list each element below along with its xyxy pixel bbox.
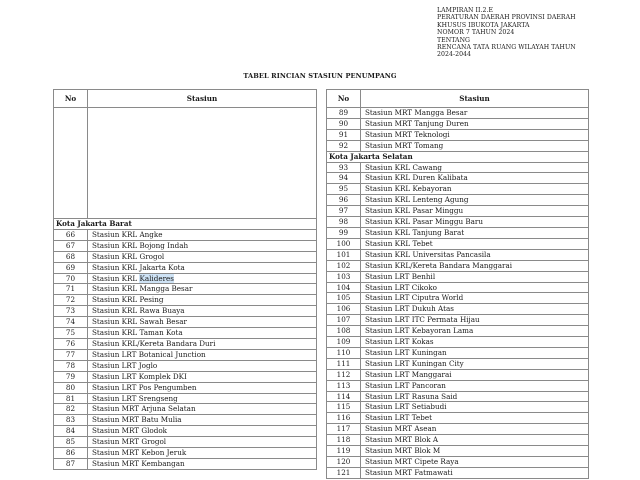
table-row xyxy=(327,413,589,424)
header-line: PERATURAN DAERAH PROVINSI DAERAH xyxy=(437,14,576,22)
row-number: 84 xyxy=(54,426,88,437)
station-name: Stasiun KRL Jakarta Kota xyxy=(88,262,317,273)
row-number: 90 xyxy=(327,118,361,129)
station-name: Stasiun KRL Kebayoran xyxy=(361,184,589,195)
station-name: Stasiun KRL Angke xyxy=(88,229,317,240)
station-name: Stasiun LRT Tebet xyxy=(361,413,589,424)
row-number: 76 xyxy=(54,338,88,349)
station-name: Stasiun MRT Batu Mulia xyxy=(88,415,317,426)
station-name: Stasiun KRL Bojong Indah xyxy=(88,240,317,251)
table-row xyxy=(54,262,317,273)
row-number: 116 xyxy=(327,413,361,424)
table-row xyxy=(54,251,317,262)
selected-text-highlight[interactable]: Kalideres xyxy=(139,273,174,283)
table-row xyxy=(327,129,589,140)
table-row xyxy=(54,382,317,393)
row-number: 120 xyxy=(327,457,361,468)
station-name-prefix: Stasiun KRL xyxy=(92,273,140,283)
table-row xyxy=(54,426,317,437)
column-header-no: No xyxy=(327,90,361,108)
station-name: Stasiun MRT Mangga Besar xyxy=(361,108,589,119)
row-number: 93 xyxy=(327,162,361,173)
station-name: Stasiun KRL Universitas Pancasila xyxy=(361,249,589,260)
table-row xyxy=(54,295,317,306)
region-row xyxy=(54,219,317,230)
row-number: 68 xyxy=(54,251,88,262)
table-row xyxy=(54,458,317,469)
station-table-left xyxy=(53,89,317,470)
table-row xyxy=(327,108,589,119)
station-name: Stasiun MRT Fatmawati xyxy=(361,467,589,478)
table-row xyxy=(327,282,589,293)
table-row xyxy=(54,229,317,240)
station-name: Stasiun LRT Joglo xyxy=(88,360,317,371)
station-name: Stasiun MRT Tomang xyxy=(361,140,589,151)
table-row xyxy=(327,293,589,304)
station-name: Stasiun MRT Teknologi xyxy=(361,129,589,140)
station-name: Stasiun LRT Kuningan City xyxy=(361,358,589,369)
row-number: 78 xyxy=(54,360,88,371)
station-name: Stasiun KRL Tanjung Barat xyxy=(361,227,589,238)
row-number: 106 xyxy=(327,304,361,315)
station-name: Stasiun LRT Rasuna Said xyxy=(361,391,589,402)
table-row xyxy=(327,467,589,478)
row-number: 96 xyxy=(327,195,361,206)
table-row xyxy=(327,347,589,358)
table-row xyxy=(327,457,589,468)
table-row xyxy=(54,371,317,382)
station-name: Stasiun MRT Kebon Jeruk xyxy=(88,448,317,459)
station-table-right xyxy=(326,89,589,479)
station-name: Stasiun KRL Tebet xyxy=(361,238,589,249)
station-name: Stasiun MRT Kembangan xyxy=(88,458,317,469)
table-row xyxy=(54,448,317,459)
station-name: Stasiun LRT Dukuh Atas xyxy=(361,304,589,315)
row-number: 75 xyxy=(54,328,88,339)
station-name: Stasiun KRL Grogol xyxy=(88,251,317,262)
row-number: 85 xyxy=(54,437,88,448)
row-number: 118 xyxy=(327,435,361,446)
table-row xyxy=(327,184,589,195)
row-number: 66 xyxy=(54,229,88,240)
station-name: Stasiun LRT Cikoko xyxy=(361,282,589,293)
station-name: Stasiun KRL Mangga Besar xyxy=(88,284,317,295)
row-number: 94 xyxy=(327,173,361,184)
station-name: Stasiun LRT Manggarai xyxy=(361,369,589,380)
header-line: KHUSUS IBUKOTA JAKARTA xyxy=(437,21,530,29)
station-name: Stasiun LRT Komplek DKI xyxy=(88,371,317,382)
row-number: 72 xyxy=(54,295,88,306)
row-number: 114 xyxy=(327,391,361,402)
station-name: Stasiun KRL Pasar Minggu Baru xyxy=(361,217,589,228)
empty-continuation-row xyxy=(54,108,317,219)
row-number: 87 xyxy=(54,458,88,469)
row-number: 82 xyxy=(54,404,88,415)
table-row xyxy=(327,337,589,348)
station-name: Stasiun KRL Pasar Minggu xyxy=(361,206,589,217)
table-row xyxy=(327,326,589,337)
column-header-no: No xyxy=(54,90,88,108)
station-name: Stasiun MRT Tanjung Duren xyxy=(361,118,589,129)
table-row xyxy=(54,284,317,295)
column-header-station: Stasiun xyxy=(361,90,589,108)
row-number: 77 xyxy=(54,349,88,360)
station-name: Stasiun MRT Asean xyxy=(361,424,589,435)
row-number: 115 xyxy=(327,402,361,413)
table-row xyxy=(327,391,589,402)
table-row xyxy=(327,217,589,228)
station-name: Stasiun MRT Blok M xyxy=(361,446,589,457)
table-row xyxy=(327,380,589,391)
table-row xyxy=(327,260,589,271)
station-name: Stasiun LRT Pancoran xyxy=(361,380,589,391)
station-name: Stasiun LRT Srengseng xyxy=(88,393,317,404)
row-number: 70 xyxy=(54,273,88,284)
station-name: Stasiun KRL/Kereta Bandara Duri xyxy=(88,338,317,349)
row-number: 86 xyxy=(54,448,88,459)
station-name: Stasiun MRT Cipete Raya xyxy=(361,457,589,468)
station-name: Stasiun MRT Grogol xyxy=(88,437,317,448)
table-row xyxy=(54,404,317,415)
row-number: 74 xyxy=(54,317,88,328)
station-name: Stasiun LRT Pos Pengumben xyxy=(88,382,317,393)
region-label: Kota Jakarta Selatan xyxy=(327,151,589,162)
row-number: 69 xyxy=(54,262,88,273)
row-number: 112 xyxy=(327,369,361,380)
row-number: 91 xyxy=(327,129,361,140)
station-name: Stasiun KRL Lenteng Agung xyxy=(361,195,589,206)
table-row xyxy=(327,173,589,184)
header-line: 2024-2044 xyxy=(437,51,472,59)
row-number: 107 xyxy=(327,315,361,326)
header-line: LAMPIRAN II.2.E xyxy=(437,7,494,14)
table-row xyxy=(327,424,589,435)
station-name: Stasiun LRT Kokas xyxy=(361,337,589,348)
row-number: 92 xyxy=(327,140,361,151)
table-header-row xyxy=(327,90,589,108)
row-number: 104 xyxy=(327,282,361,293)
row-number: 83 xyxy=(54,415,88,426)
station-name: Stasiun LRT Botanical Junction xyxy=(88,349,317,360)
table-row xyxy=(54,240,317,251)
row-number: 105 xyxy=(327,293,361,304)
table-row xyxy=(54,360,317,371)
row-number: 103 xyxy=(327,271,361,282)
station-name: Stasiun MRT Arjuna Selatan xyxy=(88,404,317,415)
station-name: Stasiun LRT Benhil xyxy=(361,271,589,282)
row-number: 97 xyxy=(327,206,361,217)
table-row xyxy=(327,140,589,151)
table-row xyxy=(327,238,589,249)
row-number: 119 xyxy=(327,446,361,457)
table-row xyxy=(327,446,589,457)
station-name: Stasiun KRL Rawa Buaya xyxy=(88,306,317,317)
station-name: Stasiun KRL Pesing xyxy=(88,295,317,306)
table-row xyxy=(327,195,589,206)
table-row xyxy=(327,162,589,173)
table-row xyxy=(54,338,317,349)
table-header-row xyxy=(54,90,317,108)
table-row xyxy=(54,349,317,360)
row-number: 117 xyxy=(327,424,361,435)
row-number: 108 xyxy=(327,326,361,337)
table-row xyxy=(327,206,589,217)
row-number: 95 xyxy=(327,184,361,195)
document-title: TABEL RINCIAN STASIUN PENUMPANG xyxy=(243,72,397,80)
station-name: Stasiun KRL/Kereta Bandara Manggarai xyxy=(361,260,589,271)
station-name: Stasiun KRL Sawah Besar xyxy=(88,317,317,328)
row-number: 101 xyxy=(327,249,361,260)
row-number: 109 xyxy=(327,337,361,348)
table-row xyxy=(327,118,589,129)
table-row xyxy=(54,415,317,426)
row-number: 79 xyxy=(54,371,88,382)
row-number: 73 xyxy=(54,306,88,317)
station-name: Stasiun LRT Kuningan xyxy=(361,347,589,358)
row-number: 80 xyxy=(54,382,88,393)
table-row xyxy=(54,317,317,328)
header-line: NOMOR 7 TAHUN 2024 xyxy=(437,29,515,37)
row-number: 89 xyxy=(327,108,361,119)
table-row xyxy=(327,227,589,238)
station-name: Stasiun LRT Ciputra World xyxy=(361,293,589,304)
row-number: 110 xyxy=(327,347,361,358)
station-name: Stasiun KRL Cawang xyxy=(361,162,589,173)
row-number: 71 xyxy=(54,284,88,295)
region-label: Kota Jakarta Barat xyxy=(54,219,317,230)
row-number: 99 xyxy=(327,227,361,238)
row-number: 111 xyxy=(327,358,361,369)
regulation-header xyxy=(437,7,637,59)
table-row xyxy=(327,271,589,282)
station-name: Stasiun MRT Blok A xyxy=(361,435,589,446)
row-number: 113 xyxy=(327,380,361,391)
station-name: Stasiun KRL Taman Kota xyxy=(88,328,317,339)
table-row xyxy=(327,315,589,326)
header-line: RENCANA TATA RUANG WILAYAH TAHUN xyxy=(437,44,576,52)
row-number: 67 xyxy=(54,240,88,251)
table-row xyxy=(327,435,589,446)
row-number: 121 xyxy=(327,467,361,478)
table-row xyxy=(327,369,589,380)
station-name: Stasiun LRT Setiabudi xyxy=(361,402,589,413)
station-name: Stasiun MRT Glodok xyxy=(88,426,317,437)
station-name: Stasiun LRT ITC Permata Hijau xyxy=(361,315,589,326)
region-row xyxy=(327,151,589,162)
station-name xyxy=(88,273,317,284)
station-name: Stasiun KRL Duren Kalibata xyxy=(361,173,589,184)
header-line: TENTANG xyxy=(437,36,471,44)
table-row xyxy=(54,437,317,448)
row-number: 100 xyxy=(327,238,361,249)
station-name: Stasiun LRT Kebayoran Lama xyxy=(361,326,589,337)
row-number: 81 xyxy=(54,393,88,404)
table-row xyxy=(327,249,589,260)
table-row xyxy=(327,358,589,369)
row-number: 102 xyxy=(327,260,361,271)
table-row xyxy=(54,273,317,284)
table-row xyxy=(327,304,589,315)
table-row xyxy=(327,402,589,413)
table-row xyxy=(54,328,317,339)
table-row xyxy=(54,306,317,317)
table-row xyxy=(54,393,317,404)
column-header-station: Stasiun xyxy=(88,90,317,108)
row-number: 98 xyxy=(327,217,361,228)
